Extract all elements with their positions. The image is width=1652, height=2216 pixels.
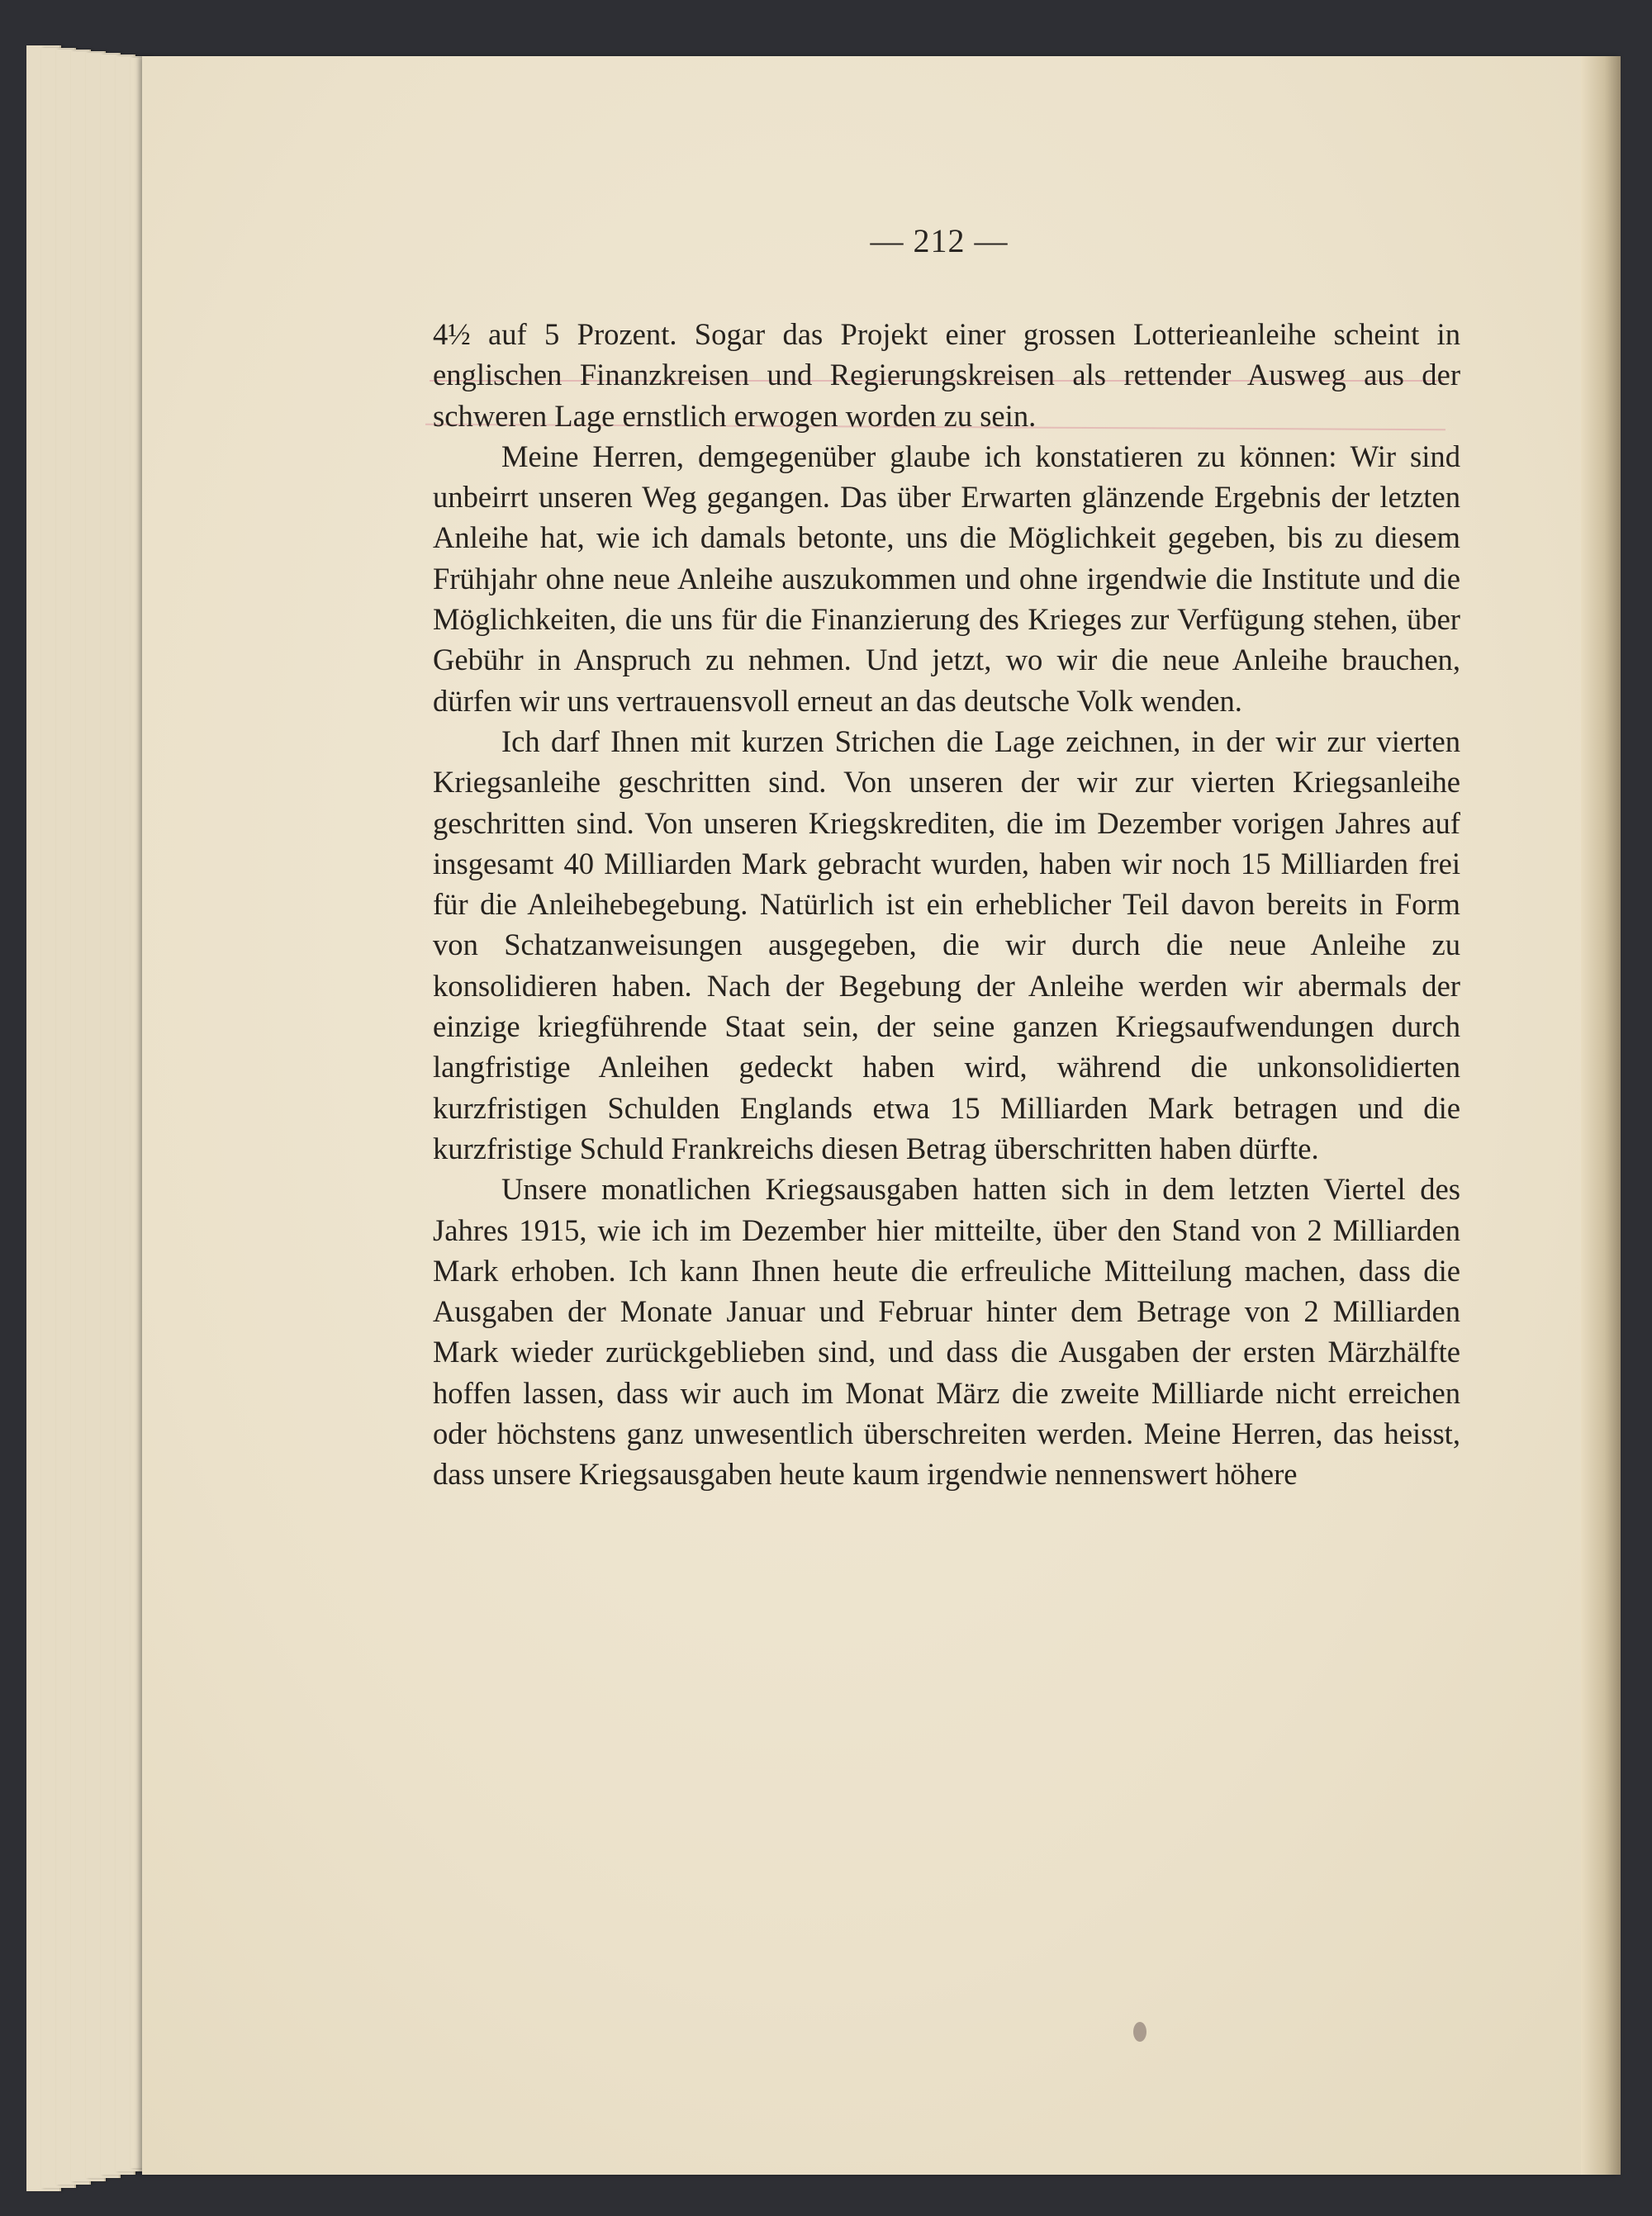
paragraph-1: 4½ auf 5 Prozent. Sogar das Projekt einer grossen Lotterieanleihe scheint in englischen Finanzkreisen und Regierungskreisen als rettender Ausweg aus der schweren Lage ernstlich erwogen worden zu sein. [433, 317, 1460, 433]
body-text [433, 314, 1460, 1495]
paragraph-3: Ich darf Ihnen mit kurzen Strichen die Lage zeichnen, in der wir zur vierten Kriegsanleihe geschritten sind. Von unseren der wir zur vierten Kriegsanleihe geschritten sind. Von unseren Kriegskrediten, die im Dezember vorigen Jahres auf insgesamt 40 Milliarden Mark gebracht wurden, haben wir noch 15 Milliarden frei für die Anleihebegebung. Natürlich ist ein erheblicher Teil davon bereits in Form von Schatzanweisungen ausgegeben, die wir durch die neue Anleihe zu konsolidieren haben. Nach der Begebung der Anleihe werden wir abermals der einzige kriegführende Staat sein, der seine ganzen Kriegsaufwendungen durch langfristige Anleihen gedeckt haben wird, während die unkonsolidierten kurzfristigen Schulden Englands etwa 15 Milliarden Mark betragen und die kurzfristige Schuld Frankreichs diesen Betrag überschritten haben dürfte. [433, 724, 1460, 1165]
page-number: — 212 — [870, 222, 1009, 259]
paragraph-4: Unsere monatlichen Kriegsausgaben hatten sich in dem letzten Viertel des Jahres 1915, wie ich im Dezember hier mitteilte, über den Stand von 2 Milliarden Mark erhoben. Ich kann Ihnen heute die erfreuliche Mitteilung machen, dass die Ausgaben der Monate Januar und Februar hinter dem Betrage von 2 Milliarden Mark wieder zurückgeblieben sind, und dass die Ausgaben der ersten Märzhälfte hoffen lassen, dass wir auch im Monat März die zweite Milliarde nicht erreichen oder höchstens ganz unwesentlich überschreiten werden. Meine Herren, das heisst, dass unsere Kriegsausgaben heute kaum irgendwie nennenswert höhere [433, 1172, 1460, 1492]
ink-spot [1133, 2022, 1146, 2042]
book-gutter [1581, 56, 1621, 2175]
paragraph-2: Meine Herren, demgegenüber glaube ich konstatieren zu können: Wir sind unbeirrt unseren Weg gegangen. Das über Erwarten glänzende Ergebnis der letzten Anleihe hat, wie ich damals betonte, uns die Möglichkeit gegeben, bis zu diesem Frühjahr ohne neue Anleihe auszukommen und ohne irgendwie die Institute und die Möglichkeiten, die uns für die Finanzierung des Krieges zur Verfügung stehen, über Gebühr in Anspruch zu nehmen. Und jetzt, wo wir die neue Anleihe brauchen, dürfen wir uns vertrauensvoll erneut an das deutsche Volk wenden. [433, 439, 1460, 718]
